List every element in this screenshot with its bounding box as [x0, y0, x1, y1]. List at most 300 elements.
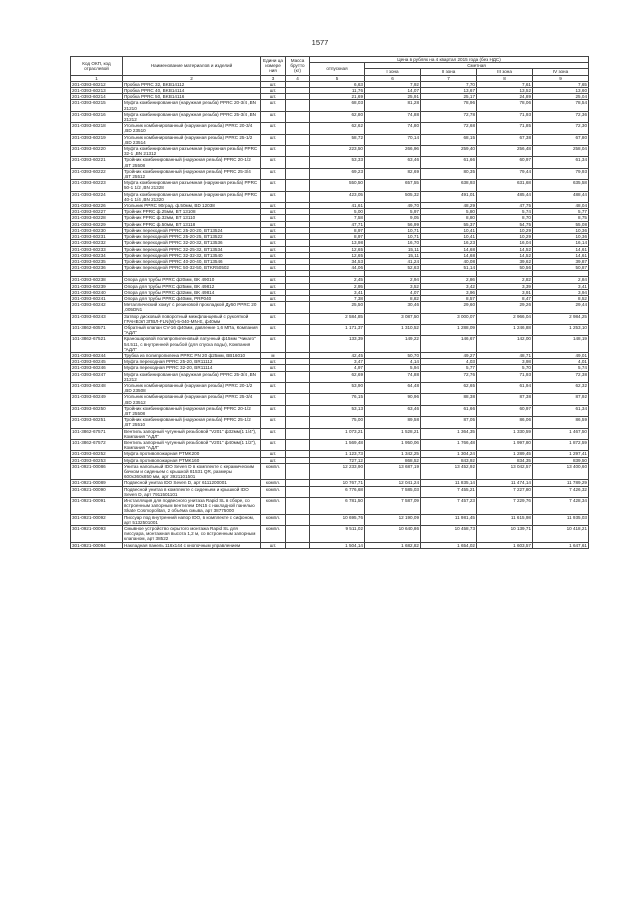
row-name: Тройник переходной PPRC 32-20-32, BT13536	[123, 240, 261, 246]
table-row	[71, 394, 589, 405]
row-mass	[286, 180, 310, 191]
row-code: 301-0921-00090	[71, 486, 123, 497]
row-unit: шт.	[261, 252, 286, 258]
row-price-zone-1: 7 585,03	[365, 486, 421, 497]
row-price-zone-2: 1 304,24	[421, 451, 477, 457]
table-row	[71, 111, 589, 122]
header-price-title: Цена в рублях на 4 квартал 2015 года (без НДС)	[310, 57, 589, 63]
table-row	[71, 542, 589, 548]
row-price-zone-3: 7 229,76	[477, 498, 533, 515]
row-price-zone-2: 29,60	[421, 302, 477, 313]
row-name: Муфта комбинированная (наружная резьба) PPRC 25-3/4 ,BN 21212	[123, 111, 261, 122]
row-code: 201-0393-60216	[71, 111, 123, 122]
header-unit: Едини ца измере ния	[261, 57, 286, 76]
row-mass	[286, 382, 310, 393]
table-row	[71, 526, 589, 543]
row-price-zone-4: 16,14	[533, 240, 589, 246]
row-code: 201-0393-60244	[71, 352, 123, 358]
table-row	[71, 417, 589, 428]
row-price-zone-1: 7 587,09	[365, 498, 421, 515]
row-price-zone-4: 72,30	[533, 123, 589, 134]
table-row	[71, 486, 589, 497]
row-price-zone-4: 7 426,32	[533, 486, 589, 497]
row-name: Унитаз напольный IDO Seven D в комплекте с керамическим бачком и сиденьем с крышкой 81531 QR, размеры 600x360x850 мм, арт 3921101501	[123, 463, 261, 480]
row-price-zone-2: 7 455,21	[421, 486, 477, 497]
row-price-release: 6,63	[310, 81, 365, 87]
row-name: Тройник переходной PPRC 40-20-40, BT13546	[123, 258, 261, 264]
row-mass	[286, 463, 310, 480]
row-unit: шт.	[261, 295, 286, 301]
row-price-zone-2: 25,17	[421, 94, 477, 100]
row-price-zone-2: 87,05	[421, 417, 477, 428]
row-unit: шт.	[261, 417, 286, 428]
row-name: Тройник комбинированный (наружная резьба) PPRC 25-3/4 ,BT 25512	[123, 168, 261, 179]
row-price-zone-1: 50,70	[365, 352, 421, 358]
row-price-zone-3: 10,29	[477, 234, 533, 240]
row-mass	[286, 417, 310, 428]
row-code: 201-0393-60231	[71, 234, 123, 240]
row-price-zone-4: 72,36	[533, 111, 589, 122]
row-price-zone-2: 7 457,23	[421, 498, 477, 515]
row-price-zone-3: 3,39	[477, 283, 533, 289]
row-price-zone-2: 40,08	[421, 258, 477, 264]
row-name: Тройник переходной PPRC 50-32-50, BTKR50502	[123, 265, 261, 271]
row-name: Смывное устройство скрытого монтажа Rapid SL для писсуара, монтажная высота 1,2 м, со встроенным запорным клапаном, арт 38522	[123, 526, 261, 543]
row-price-zone-2: 1 364,35	[421, 428, 477, 439]
row-price-zone-2: 1 654,02	[421, 542, 477, 548]
table-row	[71, 371, 589, 382]
row-name: Тройник PPRC ф.50мм, BT 13118	[123, 221, 261, 227]
row-price-release: 1 073,21	[310, 428, 365, 439]
row-price-zone-3: 631,68	[477, 180, 533, 191]
row-price-release: 5,00	[310, 209, 365, 215]
row-price-release: 53,90	[310, 382, 365, 393]
row-mass	[286, 394, 310, 405]
table-row	[71, 440, 589, 451]
row-name: Угольник комбинированный (наружная резьба) PPRC 25-1/2 ,BD 23514	[123, 134, 261, 145]
table-row	[71, 146, 589, 157]
row-code: 201-0393-60218	[71, 123, 123, 134]
row-price-release: 53,13	[310, 405, 365, 416]
row-name: Муфта противопожарная PTMK200	[123, 451, 261, 457]
row-price-zone-4: 11 935,03	[533, 514, 589, 525]
row-price-zone-4: 87,92	[533, 394, 589, 405]
header-zone-2: II зона	[421, 69, 477, 75]
row-price-zone-1: 25,91	[365, 94, 421, 100]
row-code: 201-0393-60251	[71, 417, 123, 428]
row-price-release: 1 569,48	[310, 440, 365, 451]
row-price-zone-1: 63,46	[365, 157, 421, 168]
row-mass	[286, 371, 310, 382]
row-name: Накладная панель 116x144 с кнопочным управлением	[123, 542, 261, 548]
row-unit: шт.	[261, 289, 286, 295]
row-price-zone-4: 8,75	[533, 215, 589, 221]
row-price-zone-1: 90,96	[365, 394, 421, 405]
row-price-release: 47,71	[310, 221, 365, 227]
row-code: 201-0393-60235	[71, 258, 123, 264]
row-price-zone-1: 1 682,82	[365, 542, 421, 548]
row-code: 201-0393-60250	[71, 405, 123, 416]
row-mass	[286, 111, 310, 122]
row-price-release: 10 767,71	[310, 480, 365, 486]
row-name: Обратный клапан CV-16 ф40мм, давление 1,6 МПа, Компания "АДЛ"	[123, 324, 261, 335]
table-row	[71, 324, 589, 335]
row-mass	[286, 134, 310, 145]
table-row	[71, 336, 589, 353]
row-name: Подвесной унитаз в комплекте с сиденьем и крышкой IDO Seven D, арт 7911501101	[123, 486, 261, 497]
row-price-zone-2: 11 981,45	[421, 514, 477, 525]
row-code: 201-0393-60229	[71, 221, 123, 227]
table-row	[71, 302, 589, 313]
row-price-zone-3: 14,52	[477, 252, 533, 258]
row-price-zone-3: 54,75	[477, 221, 533, 227]
row-price-zone-1: 12 190,09	[365, 514, 421, 525]
row-price-zone-1: 14,07	[365, 88, 421, 94]
row-price-zone-1: 10,71	[365, 234, 421, 240]
row-name: Муфта комбинированная (наружная резьба) PPRC 25-3/4 ,BN 21212	[123, 371, 261, 382]
column-number: 5	[310, 75, 365, 81]
table-row	[71, 405, 589, 416]
table-row	[71, 123, 589, 134]
row-price-zone-1: 81,28	[365, 100, 421, 111]
row-price-zone-1: 9,05	[365, 215, 421, 221]
row-unit: компл.	[261, 486, 286, 497]
row-price-release: 62,80	[310, 111, 365, 122]
row-mass	[286, 324, 310, 335]
row-price-zone-4: 55,08	[533, 221, 589, 227]
row-price-zone-4: 39,87	[533, 258, 589, 264]
row-price-release: 12,65	[310, 252, 365, 258]
table-row	[71, 514, 589, 525]
row-price-zone-2: 61,66	[421, 157, 477, 168]
row-price-release: 69,23	[310, 168, 365, 179]
column-number: 9	[533, 75, 589, 81]
row-price-release: 12 233,90	[310, 463, 365, 480]
row-unit: шт.	[261, 324, 286, 335]
row-mass	[286, 191, 310, 202]
row-price-zone-4: 10,36	[533, 234, 589, 240]
row-price-zone-4: 78,54	[533, 100, 589, 111]
row-name: Пробка PPRC 40, BKB14114	[123, 88, 261, 94]
row-price-zone-1: 52,63	[365, 265, 421, 271]
row-name: Писсуар под внутренний напор IDO, в комплекте с сифоном, арт 5132501001	[123, 514, 261, 525]
row-unit: шт.	[261, 440, 286, 451]
row-price-zone-4: 5,74	[533, 365, 589, 371]
row-price-zone-1: 1 528,21	[365, 428, 421, 439]
row-code: 201-0393-60212	[71, 81, 123, 87]
row-price-zone-2: 72,68	[421, 123, 477, 134]
row-price-zone-3: 1 289,45	[477, 451, 533, 457]
row-price-zone-2: 88,38	[421, 394, 477, 405]
row-price-release: 62,62	[310, 123, 365, 134]
row-code: 201-0393-60239	[71, 283, 123, 289]
row-name: Опора для трубы PPRC ф32мм, BK 49814	[123, 289, 261, 295]
row-code: 301-0921-00093	[71, 526, 123, 543]
row-unit: шт.	[261, 157, 286, 168]
row-price-zone-4: 1 467,50	[533, 428, 589, 439]
row-code: 201-0393-60236	[71, 265, 123, 271]
row-name: Трубка из полипропилена PPRC PN 20 ф25мм, BB16010	[123, 352, 261, 358]
row-price-zone-2: 51,14	[421, 265, 477, 271]
row-price-zone-3: 11 615,98	[477, 514, 533, 525]
row-price-zone-1: 63,46	[365, 405, 421, 416]
row-unit: шт.	[261, 265, 286, 271]
row-name: Муфта комбинированная разъемная (наружная резьба) PPRC 40-1 1/4 ,BN 21320	[123, 191, 261, 202]
header-mass: Масса брутто (кг)	[286, 57, 310, 76]
row-price-zone-3: 24,89	[477, 94, 533, 100]
row-unit: шт.	[261, 191, 286, 202]
row-price-zone-3: 2,82	[477, 277, 533, 283]
row-price-zone-2: 80,35	[421, 168, 477, 179]
row-unit: шт.	[261, 134, 286, 145]
row-price-release: 42,45	[310, 352, 365, 358]
row-code: 201-0393-60221	[71, 157, 123, 168]
row-code: 101-3862-67572	[71, 440, 123, 451]
row-unit: компл.	[261, 498, 286, 515]
price-table	[70, 56, 589, 549]
row-mass	[286, 302, 310, 313]
row-price-zone-3: 1 603,57	[477, 542, 533, 548]
row-price-zone-3: 79,44	[477, 168, 533, 179]
row-price-zone-2: 2,86	[421, 277, 477, 283]
row-price-release: 6 776,68	[310, 486, 365, 497]
table-row	[71, 463, 589, 480]
row-name: Подвесной унитаз IDO Seven D, арт 6111200001	[123, 480, 261, 486]
row-price-zone-4: 1 253,10	[533, 324, 589, 335]
row-mass	[286, 405, 310, 416]
row-price-zone-4: 79,93	[533, 168, 589, 179]
row-price-zone-3: 3,98	[477, 359, 533, 365]
row-price-zone-2: 7,70	[421, 81, 477, 87]
row-price-release: 727,12	[310, 457, 365, 463]
row-price-zone-3: 67,38	[477, 134, 533, 145]
table-row	[71, 382, 589, 393]
page-number: 1577	[311, 38, 329, 47]
row-price-zone-1: 8,82	[365, 295, 421, 301]
row-unit: шт.	[261, 283, 286, 289]
header-release: отпускная	[310, 63, 365, 75]
row-price-zone-4: 8,52	[533, 295, 589, 301]
row-unit: шт.	[261, 81, 286, 87]
row-mass	[286, 168, 310, 179]
row-price-zone-4: 13,60	[533, 88, 589, 94]
row-code: 201-0393-60228	[71, 215, 123, 221]
row-price-zone-2: 638,93	[421, 180, 477, 191]
row-price-zone-2: 259,40	[421, 146, 477, 157]
row-price-zone-3: 13,52	[477, 88, 533, 94]
row-price-zone-1: 74,88	[365, 371, 421, 382]
row-price-zone-4: 258,04	[533, 146, 589, 157]
row-price-release: 6 781,50	[310, 498, 365, 515]
row-code: 201-0393-60226	[71, 203, 123, 209]
row-price-zone-4: 148,19	[533, 336, 589, 353]
row-unit: шт.	[261, 111, 286, 122]
row-price-release: 75,00	[310, 417, 365, 428]
row-price-zone-2: 1 766,48	[421, 440, 477, 451]
row-unit: шт.	[261, 146, 286, 157]
row-mass	[286, 100, 310, 111]
row-price-zone-1: 5,94	[365, 365, 421, 371]
row-price-zone-2: 62,65	[421, 382, 477, 393]
row-price-release: 7,38	[310, 295, 365, 301]
row-price-release: 223,50	[310, 146, 365, 157]
row-code: 101-3862-67521	[71, 336, 123, 353]
row-price-zone-3: 47,75	[477, 203, 533, 209]
row-code: 301-0921-00091	[71, 498, 123, 515]
row-name: Опора для трубы PPRC ф20мм, BK 49010	[123, 277, 261, 283]
row-code: 201-0393-60214	[71, 94, 123, 100]
row-price-zone-3: 11 474,14	[477, 480, 533, 486]
row-price-zone-2: 72,78	[421, 111, 477, 122]
row-price-zone-3: 86,06	[477, 417, 533, 428]
column-number: 3	[261, 75, 286, 81]
row-price-zone-1: 3,52	[365, 283, 421, 289]
row-price-zone-3: 71,93	[477, 371, 533, 382]
row-price-release: 2,95	[310, 283, 365, 289]
row-price-zone-1: 13 687,19	[365, 463, 421, 480]
row-price-release: 3,41	[310, 289, 365, 295]
row-name: Муфта противопожарная PTMK160	[123, 457, 261, 463]
row-price-zone-4: 29,44	[533, 302, 589, 313]
row-price-zone-1: 56,99	[365, 221, 421, 227]
row-price-zone-3: 5,70	[477, 365, 533, 371]
row-price-zone-1: 2,94	[365, 277, 421, 283]
row-name: Муфта комбинированная (наружная резьба) PPRC 20-3/4 ,BN 21210	[123, 100, 261, 111]
row-mass	[286, 428, 310, 439]
row-price-zone-2: 78,96	[421, 100, 477, 111]
row-code: 201-0393-60224	[71, 191, 123, 202]
row-name: Тройник комбинированный (наружная резьба) PPRC 25-1/2 ,BT 25510	[123, 417, 261, 428]
row-mass	[286, 498, 310, 515]
row-price-zone-4: 72,38	[533, 371, 589, 382]
row-name: Затвор дисковый поворотный межфланцевый с рукояткой ГРАНВЭЛ ЗПВЛ-FLN(W)-5-040-MN-E, ф40мм	[123, 313, 261, 324]
row-name: Вентиль запорный чугунный резьбовой "V201" ф40мм(1 1/2"), Компания "АДЛ"	[123, 440, 261, 451]
row-price-zone-2: 5,80	[421, 209, 477, 215]
row-price-release: 550,50	[310, 180, 365, 191]
row-price-zone-3: 1 246,88	[477, 324, 533, 335]
row-price-zone-4: 14,61	[533, 246, 589, 252]
row-price-zone-1: 70,14	[365, 134, 421, 145]
row-unit: шт.	[261, 94, 286, 100]
row-price-zone-1: 5,97	[365, 209, 421, 215]
row-price-zone-1: 1 950,06	[365, 440, 421, 451]
row-price-release: 12,65	[310, 246, 365, 252]
row-name: Вентиль запорный чугунный резьбовой "V201" ф32мм(1 1/4"), Компания "АДЛ"	[123, 428, 261, 439]
column-number: 4	[286, 75, 310, 81]
row-unit: шт.	[261, 382, 286, 393]
row-code: 201-0393-60238	[71, 277, 123, 283]
row-price-zone-4: 14,61	[533, 252, 589, 258]
header-zone-1: I зона	[365, 69, 421, 75]
row-price-zone-3: 5,74	[477, 209, 533, 215]
row-mass	[286, 440, 310, 451]
row-price-zone-3: 1 330,59	[477, 428, 533, 439]
row-code: 101-3862-60571	[71, 324, 123, 335]
header-name: Наименование материалов и изделий	[123, 57, 261, 76]
row-price-release: 41,61	[310, 203, 365, 209]
row-price-zone-1: 89,58	[365, 417, 421, 428]
row-price-zone-4: 488,44	[533, 191, 589, 202]
row-code: 201-0393-60223	[71, 180, 123, 191]
row-mass	[286, 123, 310, 134]
row-code: 201-0393-60232	[71, 240, 123, 246]
row-price-zone-1: 10 640,86	[365, 526, 421, 543]
row-code: 201-0393-60252	[71, 451, 123, 457]
row-price-zone-4: 1 872,59	[533, 440, 589, 451]
table-row	[71, 498, 589, 515]
row-price-zone-3: 834,35	[477, 457, 533, 463]
row-price-zone-2: 68,15	[421, 134, 477, 145]
row-name: Угольник комбинированный (наружная резьба) PPRC 25-3/4 ,BD 23512	[123, 394, 261, 405]
row-price-zone-4: 25,04	[533, 94, 589, 100]
row-price-release: 2,45	[310, 277, 365, 283]
row-unit: шт.	[261, 313, 286, 324]
header-zone-4: IV зона	[533, 69, 589, 75]
row-price-release: 8,97	[310, 227, 365, 233]
row-name: Опора для трубы PPRC ф25мм, BK 49812	[123, 283, 261, 289]
row-name: Инсталляция для подвесного унитаза Rapid SL в сборе, со встроенным запорным вентилем DN15 с накладной панелью Skate Cosmopolitan, 2 объёма смыва, арт 38775000	[123, 498, 261, 515]
row-price-zone-4: 11 789,29	[533, 480, 589, 486]
row-price-zone-1: 74,88	[365, 111, 421, 122]
row-name: Муфта переходная PPRC 32-20, BR11114	[123, 365, 261, 371]
row-price-zone-1: 3 087,50	[365, 313, 421, 324]
row-price-zone-2: 5,77	[421, 365, 477, 371]
row-price-zone-2: 491,01	[421, 191, 477, 202]
row-price-zone-2: 3,42	[421, 283, 477, 289]
row-price-zone-4: 67,80	[533, 134, 589, 145]
row-price-zone-2: 10 458,73	[421, 526, 477, 543]
row-price-zone-3: 3,91	[477, 289, 533, 295]
row-name: Муфта переходная PPRC 25-20, BR11112	[123, 359, 261, 365]
row-unit: шт.	[261, 405, 286, 416]
row-name: Муфта комбинированная разъемная (наружная резьба) PPRC 50-1 1/2 ,BN 21328	[123, 180, 261, 191]
row-unit: компл.	[261, 526, 286, 543]
row-price-release: 7,58	[310, 215, 365, 221]
row-unit: шт.	[261, 215, 286, 221]
column-number: 2	[123, 75, 261, 81]
row-mass	[286, 526, 310, 543]
row-price-zone-2: 55,37	[421, 221, 477, 227]
row-unit: шт.	[261, 457, 286, 463]
row-unit: компл.	[261, 514, 286, 525]
table-row	[71, 134, 589, 145]
row-mass	[286, 146, 310, 157]
row-price-release: 423,05	[310, 191, 365, 202]
row-code: 201-0393-60245	[71, 359, 123, 365]
row-price-zone-2: 3,96	[421, 289, 477, 295]
row-name: Угольник PPRC 90град. ф.50мм, BD 12038	[123, 203, 261, 209]
row-price-zone-1: 657,55	[365, 180, 421, 191]
row-price-zone-2: 4,03	[421, 359, 477, 365]
row-price-zone-1: 505,32	[365, 191, 421, 202]
row-price-release: 4,97	[310, 365, 365, 371]
row-price-release: 1 504,14	[310, 542, 365, 548]
row-code: 301-0921-00086	[71, 463, 123, 480]
row-price-zone-3: 61,94	[477, 382, 533, 393]
row-price-zone-4: 49,01	[533, 352, 589, 358]
row-unit: шт.	[261, 246, 286, 252]
table-row	[71, 191, 589, 202]
row-code: 301-0921-00094	[71, 542, 123, 548]
row-name: Тройник PPRC ф.25мм, BT 13108	[123, 209, 261, 215]
row-price-zone-2: 13,67	[421, 88, 477, 94]
row-name: Металлический хомут с резиновой прокладкой Ду50 PPRC 20 ,005DN1	[123, 302, 261, 313]
row-price-zone-2: 14,68	[421, 252, 477, 258]
row-price-zone-2: 11 835,14	[421, 480, 477, 486]
row-price-zone-3: 7,61	[477, 81, 533, 87]
row-price-zone-3: 2 966,04	[477, 313, 533, 324]
row-price-release: 10 695,76	[310, 514, 365, 525]
